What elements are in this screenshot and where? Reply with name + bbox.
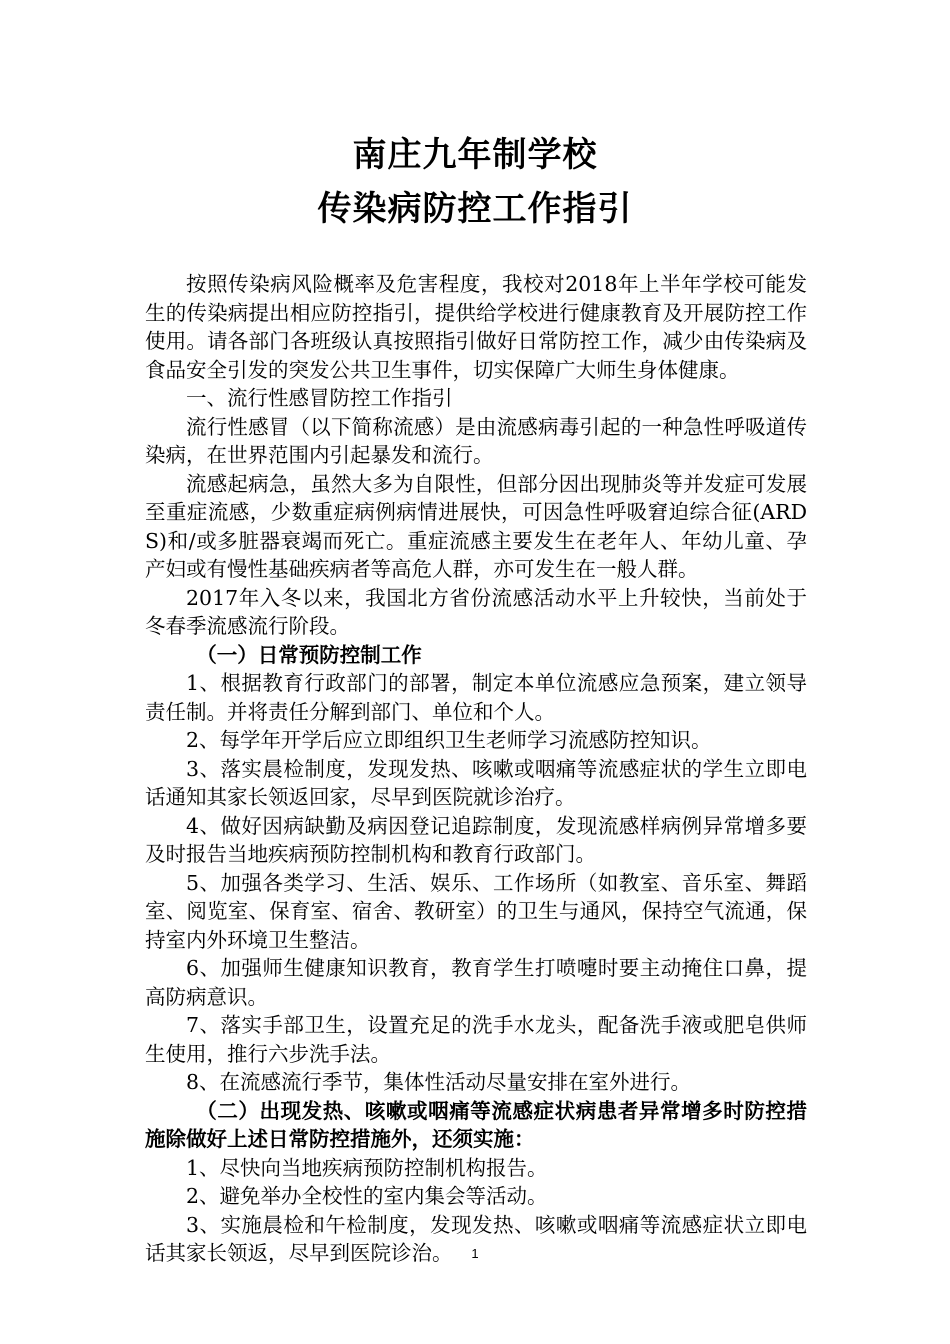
paragraph: 2017年入冬以来，我国北方省份流感活动水平上升较快，当前处于冬春季流感流行阶段。 (145, 585, 807, 638)
list-item: 3、落实晨检制度，发现发热、咳嗽或咽痛等流感症状的学生立即电话通知其家长领返回家，尽早到医院就诊治疗。 (145, 756, 807, 809)
list-item: 6、加强师生健康知识教育，教育学生打喷嚏时要主动掩住口鼻，提高防病意识。 (145, 956, 807, 1009)
list-item: 7、落实手部卫生，设置充足的洗手水龙头，配备洗手液或肥皂供师生使用，推行六步洗手法。 (145, 1013, 807, 1066)
list-item: 3、实施晨检和午检制度，发现发热、咳嗽或咽痛等流感症状立即电话其家长领返，尽早到医院诊治。 (145, 1212, 807, 1265)
subsection-heading-outbreak-measures: （二）出现发热、咳嗽或咽痛等流感症状病患者异常增多时防控措施除做好上述日常防控措施外，还须实施： (145, 1098, 807, 1151)
list-item: 4、做好因病缺勤及病因登记追踪制度，发现流感样病例异常增多要及时报告当地疾病预防控制机构和教育行政部门。 (145, 813, 807, 866)
list-item: 1、尽快向当地疾病预防控制机构报告。 (186, 1155, 548, 1180)
section-heading-influenza: 一、流行性感冒防控工作指引 (186, 386, 453, 410)
title-line-school: 南庄九年制学校 (352, 135, 598, 175)
paragraph: 流感起病急，虽然大多为自限性，但部分因出现肺炎等并发症可发展至重症流感，少数重症病例病情进展快，可因急性呼吸窘迫综合征(ARDS)和/或多脏器衰竭而死亡。重症流感主要发生在老年人、年幼儿童、孕产妇或有慢性基础疾病者等高危人群，亦可发生在一般人群。 (145, 471, 807, 581)
paragraph: 流行性感冒（以下简称流感）是由流感病毒引起的一种急性呼吸道传染病，在世界范围内引起暴发和流行。 (145, 414, 807, 467)
list-item: 1、根据教育行政部门的部署，制定本单位流感应急预案，建立领导责任制。并将责任分解到部门、单位和个人。 (145, 671, 807, 724)
page-number: 1 (471, 1246, 479, 1261)
list-item: 2、避免举办全校性的室内集会等活动。 (186, 1184, 548, 1208)
list-item: 5、加强各类学习、生活、娱乐、工作场所（如教室、音乐室、舞蹈室、阅览室、保育室、宿舍、教研室）的卫生与通风，保持空气流通，保持室内外环境卫生整洁。 (145, 870, 807, 952)
document-body (145, 270, 807, 1268)
intro-paragraph: 按照传染病风险概率及危害程度，我校对2018年上半年学校可能发生的传染病提出相应防控指引，提供给学校进行健康教育及开展防控工作使用。请各部门各班级认真按照指引做好日常防控工作，减少由传染病及食品安全引发的突发公共卫生事件，切实保障广大师生身体健康。 (145, 272, 807, 382)
list-item: 2、每学年开学后应立即组织卫生老师学习流感防控知识。 (186, 728, 712, 752)
title-line-subject: 传染病防控工作指引 (317, 189, 633, 229)
list-item: 8、在流感流行季节，集体性活动尽量安排在室外进行。 (186, 1070, 692, 1094)
subsection-heading-daily-prevention: （一）日常预防控制工作 (196, 642, 422, 667)
document-title (0, 128, 950, 236)
